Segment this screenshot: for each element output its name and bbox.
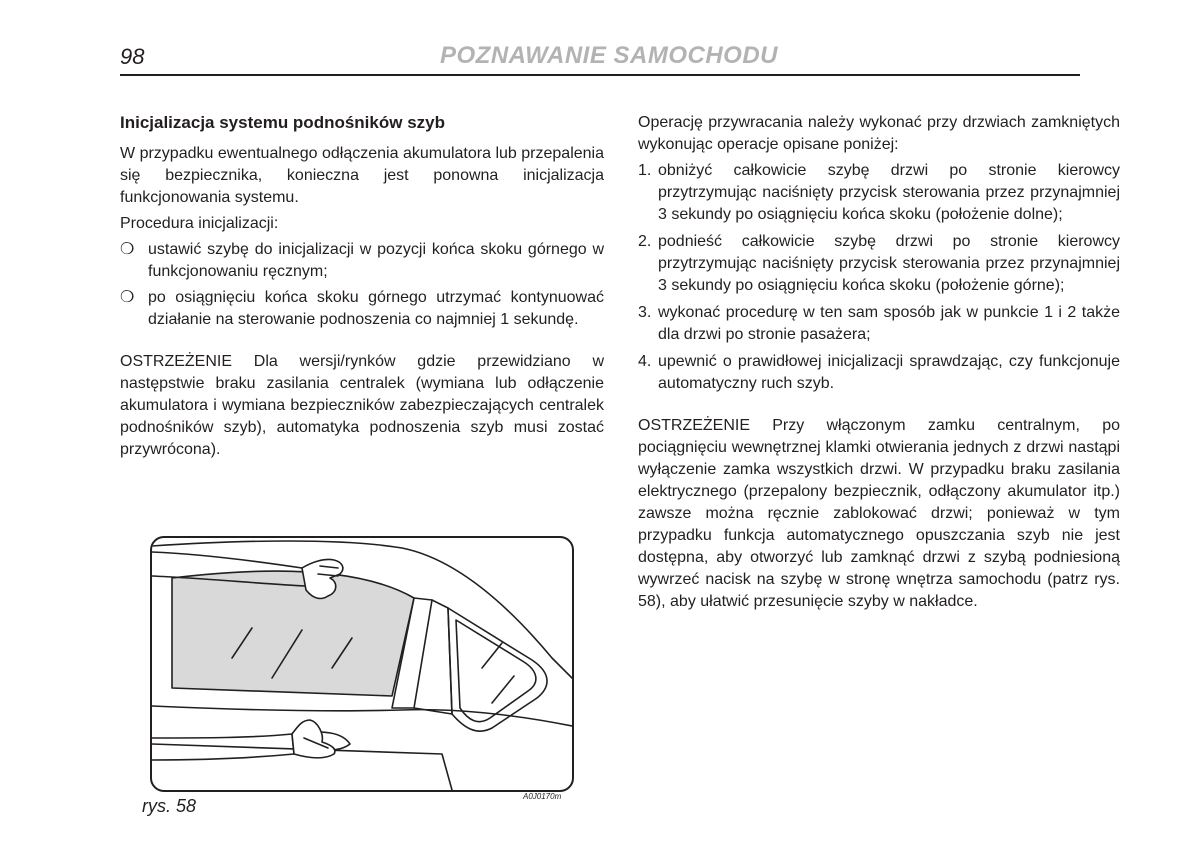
header-rule <box>120 74 1080 76</box>
bullet-text: ustawić szybę do inicjalizacji w pozycji końca skoku górnego w funkcjonowaniu ręcznym; <box>148 241 604 280</box>
step-item <box>638 160 1120 226</box>
intro-paragraph: W przypadku ewentualnego odłączenia akumulatora lub przepalenia się bezpiecznika, konieczna jest ponowna inicjalizacja funkcjonowania systemu. <box>120 145 604 206</box>
step-text: wykonać procedurę w ten sam sposób jak w punkcie 1 i 2 także dla drzwi po stronie pasażera; <box>658 304 1120 343</box>
step-number: 3. <box>638 304 652 321</box>
window-push-illustration-icon <box>152 538 572 790</box>
circle-bullet-icon: ❍ <box>120 241 135 258</box>
procedure-bullets <box>120 239 604 331</box>
step-item <box>638 351 1120 395</box>
figure-code: A0J0170m <box>523 792 562 801</box>
left-column <box>120 112 604 477</box>
bullet-text: po osiągnięciu końca skoku górnego utrzymać kontynuować działanie na sterowanie podnoszenia co najmniej 1 sekundę. <box>148 289 604 328</box>
bullet-item <box>120 239 604 283</box>
procedure-label: Procedura inicjalizacji: <box>120 215 279 232</box>
restore-steps <box>638 160 1120 395</box>
step-number: 2. <box>638 233 652 250</box>
step-number: 4. <box>638 353 652 370</box>
header-title: POZNAWANIE SAMOCHODU <box>440 42 779 69</box>
step-item <box>638 302 1120 346</box>
page-number: 98 <box>120 44 145 69</box>
right-column <box>638 112 1120 629</box>
restore-intro: Operację przywracania należy wykonać przy drzwiach zamkniętych wykonując operacje opisane poniżej: <box>638 114 1120 153</box>
car-window-illustration <box>150 536 574 792</box>
section-heading: Inicjalizacja systemu podnośników szyb <box>120 113 445 132</box>
circle-bullet-icon: ❍ <box>120 289 135 306</box>
step-text: obniżyć całkowicie szybę drzwi po stronie kierowcy przytrzymując naciśnięty przycisk sterowania przez przynajmniej 3 sekundy po osiągnięciu końca skoku (położenie dolne); <box>658 162 1120 223</box>
step-text: podnieść całkowicie szybę drzwi po stronie kierowcy przytrzymując naciśnięty przycisk sterowania przez przynajmniej 3 sekundy po osiągnięciu końca skoku (położenie górne); <box>658 233 1120 294</box>
step-text: upewnić o prawidłowej inicjalizacji sprawdzając, czy funkcjonuje automatyczny ruch szyb. <box>658 353 1120 392</box>
bullet-item <box>120 287 604 331</box>
step-number: 1. <box>638 162 652 179</box>
figure-caption: rys. 58 <box>142 796 197 816</box>
warning-note-right: OSTRZEŻENIE Przy włączonym zamku centralnym, po pociągnięciu wewnętrznej klamki otwierania jednych z drzwi nastąpi wyłączenie zamka wszystkich drzwi. W przypadku braku zasilania elektrycznego (przepalony bezpiecznik, odłączony akumulator itp.) zawsze można ręcznie zablokować drzwi; ponieważ w tym przypadku funkcja automatycznego opuszczania szyb nie jest dostępna, aby otworzyć lub zamknąć drzwi z szybą podniesioną wywrzeć nacisk na szybę w stronę wnętrza samochodu (patrz rys. 58), aby ułatwić przesunięcie szyby w nakładce. <box>638 417 1120 610</box>
step-item <box>638 231 1120 297</box>
warning-note-left: OSTRZEŻENIE Dla wersji/rynków gdzie przewidziano w następstwie braku zasilania centralek (wymiana lub odłączenie akumulatora i wymiana bezpieczników zabezpieczających centralek podnośników szyb), automatyka podnoszenia szyb musi zostać przywrócona). <box>120 353 604 458</box>
